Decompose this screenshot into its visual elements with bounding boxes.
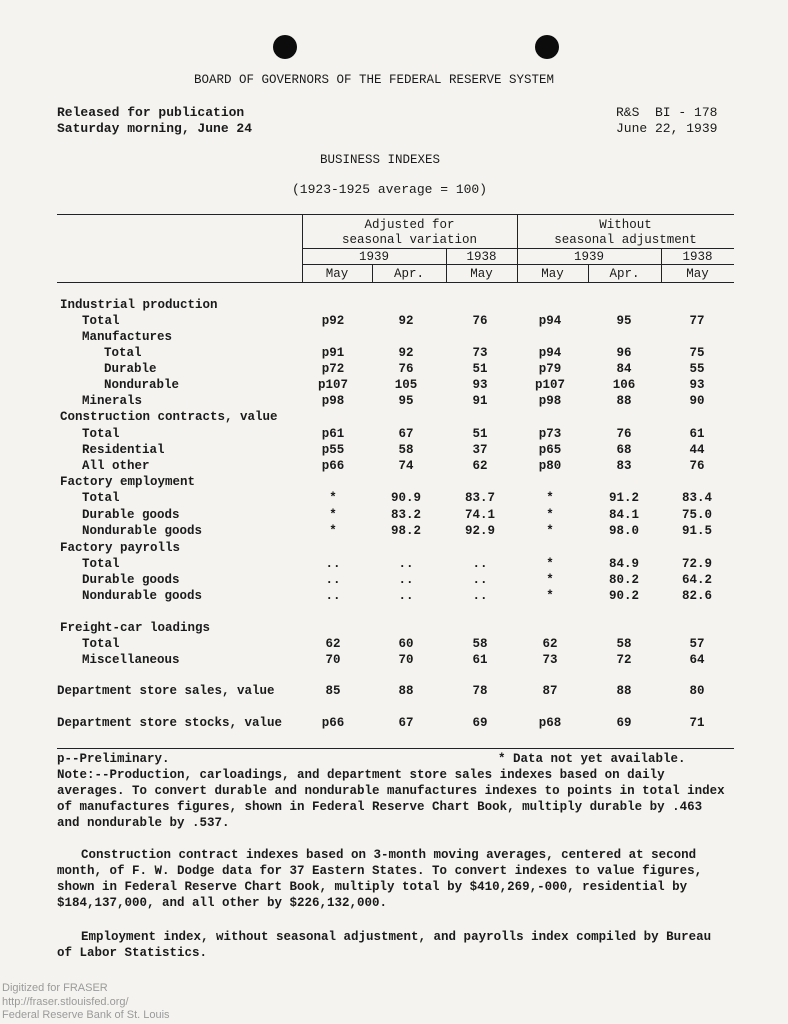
row-label: Durable goods (82, 573, 180, 587)
row-label: Total (82, 427, 120, 441)
group-without-title-1: Without (599, 218, 652, 232)
row-label: Total (82, 557, 120, 571)
table-cell: 61 (472, 653, 488, 667)
table-cell: 68 (616, 443, 632, 457)
table-cell: 84.9 (608, 557, 639, 571)
footnote-preliminary: p--Preliminary. (57, 752, 170, 766)
table-cell: 82.6 (681, 589, 712, 603)
table-cell: 93 (472, 378, 488, 392)
row-label: Total (82, 637, 120, 651)
table-cell: 62 (325, 637, 341, 651)
table-cell: * (546, 557, 554, 571)
header-bottom-rule (57, 282, 734, 283)
watermark-line-1: Digitized for FRASER (2, 982, 108, 994)
month-header: Apr. (609, 267, 640, 281)
table-cell: 92 (398, 314, 414, 328)
table-cell: p107 (317, 378, 348, 392)
table-cell: 106 (612, 378, 636, 392)
year-without-1938: 1938 (682, 250, 713, 264)
table-cell: 69 (472, 716, 488, 730)
table-cell: .. (325, 573, 341, 587)
table-cell: 83 (616, 459, 632, 473)
table-cell: 64 (689, 653, 705, 667)
table-cell: .. (472, 589, 488, 603)
table-cell: .. (398, 557, 414, 571)
table-row (0, 345, 788, 361)
table-cell: p98 (538, 394, 562, 408)
table-cell: 85 (325, 684, 341, 698)
table-row (0, 409, 788, 425)
document-date: June 22, 1939 (616, 121, 718, 136)
watermark-line-2: http://fraser.stlouisfed.org/ (2, 996, 129, 1008)
table-cell: 90 (689, 394, 705, 408)
table-cell: p66 (321, 459, 345, 473)
punch-hole-left (273, 35, 297, 59)
table-row (0, 652, 788, 668)
footnote-rule (57, 748, 734, 749)
year-adjusted-1939: 1939 (358, 250, 389, 264)
table-row (0, 556, 788, 572)
table-cell: 57 (689, 637, 705, 651)
table-row (0, 297, 788, 313)
row-label: Total (104, 346, 142, 360)
row-label: Industrial production (60, 298, 218, 312)
month-header: May (470, 267, 493, 281)
table-cell: 91.2 (608, 491, 639, 505)
row-label: Nondurable goods (82, 589, 203, 603)
row-label: Factory employment (60, 475, 196, 489)
table-cell: .. (398, 589, 414, 603)
table-cell: * (546, 524, 554, 538)
row-label: Total (82, 491, 120, 505)
table-row (0, 393, 788, 409)
row-label: All other (82, 459, 150, 473)
month-header: Apr. (393, 267, 424, 281)
table-cell: 83.2 (390, 508, 421, 522)
table-row (0, 377, 788, 393)
punch-hole-right (535, 35, 559, 59)
year-without-1939: 1939 (573, 250, 604, 264)
table-row (0, 361, 788, 377)
table-row (0, 588, 788, 604)
table-cell: 96 (616, 346, 632, 360)
table-cell: p98 (321, 394, 345, 408)
note-paragraph-1: Note:--Production, carloadings, and department store sales indexes based on daily averages. To convert durable and nondurable manufactures indexes to points in total index of manufactures figures, shown in Federal Reserve Chart Book, multiply durable by .463 and nondurable by .537. (57, 768, 725, 830)
table-cell: p80 (538, 459, 562, 473)
page-subtitle: (1923-1925 average = 100) (292, 182, 488, 197)
table-row (0, 507, 788, 523)
table-cell: 75 (689, 346, 705, 360)
table-cell: 73 (542, 653, 558, 667)
month-header: May (541, 267, 564, 281)
table-cell: p68 (538, 716, 562, 730)
table-cell: p55 (321, 443, 345, 457)
release-line-1: Released for publication (57, 105, 245, 120)
table-cell: 98.0 (608, 524, 639, 538)
table-row (0, 426, 788, 442)
table-row (0, 572, 788, 588)
table-cell: 76 (616, 427, 632, 441)
table-cell: * (546, 491, 554, 505)
table-cell: 61 (689, 427, 705, 441)
table-cell: 51 (472, 362, 488, 376)
table-cell: 75.0 (681, 508, 712, 522)
group-adjusted-title-1: Adjusted for (364, 218, 455, 232)
note-paragraph-3: Employment index, without seasonal adjustment, and payrolls index compiled by Bureau of Labor Statistics. (57, 930, 712, 960)
table-cell: p92 (321, 314, 345, 328)
table-cell: 91.5 (681, 524, 712, 538)
table-cell: p61 (321, 427, 345, 441)
footnote-not-available: * Data not yet available. (498, 752, 686, 766)
table-cell: 88 (398, 684, 414, 698)
table-cell: 80 (689, 684, 705, 698)
table-cell: 62 (472, 459, 488, 473)
row-label: Minerals (82, 394, 143, 408)
row-label: Total (82, 314, 120, 328)
table-row (0, 683, 788, 699)
table-row (0, 620, 788, 636)
row-label: Durable (104, 362, 157, 376)
table-row (0, 540, 788, 556)
row-label: Durable goods (82, 508, 180, 522)
row-label: Department store stocks, value (57, 716, 283, 730)
table-row (0, 636, 788, 652)
table-cell: p94 (538, 314, 562, 328)
table-cell: 88 (616, 684, 632, 698)
table-cell: * (329, 524, 337, 538)
table-cell: p72 (321, 362, 345, 376)
table-cell: p79 (538, 362, 562, 376)
table-cell: 64.2 (681, 573, 712, 587)
table-row (0, 458, 788, 474)
group-underline-right (517, 248, 734, 249)
table-row (0, 329, 788, 345)
table-cell: 90.2 (608, 589, 639, 603)
table-cell: 87 (542, 684, 558, 698)
table-cell: 67 (398, 427, 414, 441)
note-paragraph-2: Construction contract indexes based on 3-month moving averages, centered at second month, of F. W. Dodge data for 37 Eastern States. To convert indexes to value figures, shown in Federal Reserve Chart Book, multiply total by $410,269,-000, residential by $184,137,000, and all other by $226,132,000. (57, 848, 703, 910)
table-row (0, 313, 788, 329)
table-cell: p73 (538, 427, 562, 441)
group-adjusted-title-2: seasonal variation (341, 233, 478, 247)
table-cell: 37 (472, 443, 488, 457)
table-cell: 69 (616, 716, 632, 730)
row-label: Residential (82, 443, 165, 457)
year-adjusted-1938: 1938 (466, 250, 497, 264)
table-cell: 92 (398, 346, 414, 360)
row-label: Factory payrolls (60, 541, 181, 555)
table-cell: 105 (394, 378, 418, 392)
row-label: Nondurable goods (82, 524, 203, 538)
table-top-rule (57, 214, 734, 215)
table-cell: .. (398, 573, 414, 587)
table-cell: 51 (472, 427, 488, 441)
table-cell: 76 (398, 362, 414, 376)
table-cell: * (329, 491, 337, 505)
table-cell: 73 (472, 346, 488, 360)
table-cell: 58 (472, 637, 488, 651)
table-cell: .. (325, 557, 341, 571)
row-label: Department store sales, value (57, 684, 275, 698)
page-title: BUSINESS INDEXES (320, 153, 441, 167)
table-cell: 58 (616, 637, 632, 651)
table-cell: * (546, 589, 554, 603)
table-cell: .. (472, 557, 488, 571)
table-row (0, 715, 788, 731)
table-row (0, 523, 788, 539)
table-cell: 70 (325, 653, 341, 667)
table-cell: 74.1 (464, 508, 495, 522)
table-cell: 67 (398, 716, 414, 730)
table-cell: 78 (472, 684, 488, 698)
row-label: Manufactures (82, 330, 173, 344)
month-header: May (686, 267, 709, 281)
table-cell: 92.9 (464, 524, 495, 538)
table-cell: 83.7 (464, 491, 495, 505)
table-cell: 60 (398, 637, 414, 651)
table-cell: .. (325, 589, 341, 603)
table-cell: 44 (689, 443, 705, 457)
watermark-line-3: Federal Reserve Bank of St. Louis (2, 1009, 170, 1021)
year-underline (302, 264, 734, 265)
table-cell: p91 (321, 346, 345, 360)
table-cell: p94 (538, 346, 562, 360)
row-label: Freight-car loadings (60, 621, 211, 635)
table-cell: * (546, 573, 554, 587)
table-cell: 58 (398, 443, 414, 457)
table-cell: 77 (689, 314, 705, 328)
table-cell: 76 (689, 459, 705, 473)
table-cell: 74 (398, 459, 414, 473)
table-cell: 71 (689, 716, 705, 730)
row-label: Nondurable (104, 378, 180, 392)
row-label: Construction contracts, value (60, 410, 278, 424)
agency-title: BOARD OF GOVERNORS OF THE FEDERAL RESERVE SYSTEM (194, 73, 555, 87)
table-cell: 95 (398, 394, 414, 408)
table-cell: 72 (616, 653, 632, 667)
table-cell: 55 (689, 362, 705, 376)
table-cell: 90.9 (390, 491, 421, 505)
document-id: R&S BI - 178 (616, 105, 718, 120)
table-cell: 83.4 (681, 491, 712, 505)
table-cell: 95 (616, 314, 632, 328)
table-cell: p66 (321, 716, 345, 730)
table-cell: * (329, 508, 337, 522)
table-cell: 70 (398, 653, 414, 667)
month-header: May (325, 267, 349, 281)
table-cell: 93 (689, 378, 705, 392)
table-cell: p107 (534, 378, 565, 392)
row-label: Miscellaneous (82, 653, 180, 667)
group-underline-left (302, 248, 517, 249)
table-cell: 76 (472, 314, 488, 328)
table-cell: 80.2 (608, 573, 639, 587)
table-row (0, 474, 788, 490)
table-row (0, 490, 788, 506)
table-cell: 98.2 (390, 524, 421, 538)
release-line-2: Saturday morning, June 24 (57, 121, 253, 136)
table-cell: 84 (616, 362, 632, 376)
table-cell: * (546, 508, 554, 522)
table-cell: p65 (538, 443, 562, 457)
table-cell: 91 (472, 394, 488, 408)
table-cell: 72.9 (681, 557, 712, 571)
group-without-title-2: seasonal adjustment (554, 233, 697, 247)
table-cell: 84.1 (608, 508, 639, 522)
table-cell: .. (472, 573, 488, 587)
table-cell: 88 (616, 394, 632, 408)
table-row (0, 442, 788, 458)
table-cell: 62 (542, 637, 558, 651)
